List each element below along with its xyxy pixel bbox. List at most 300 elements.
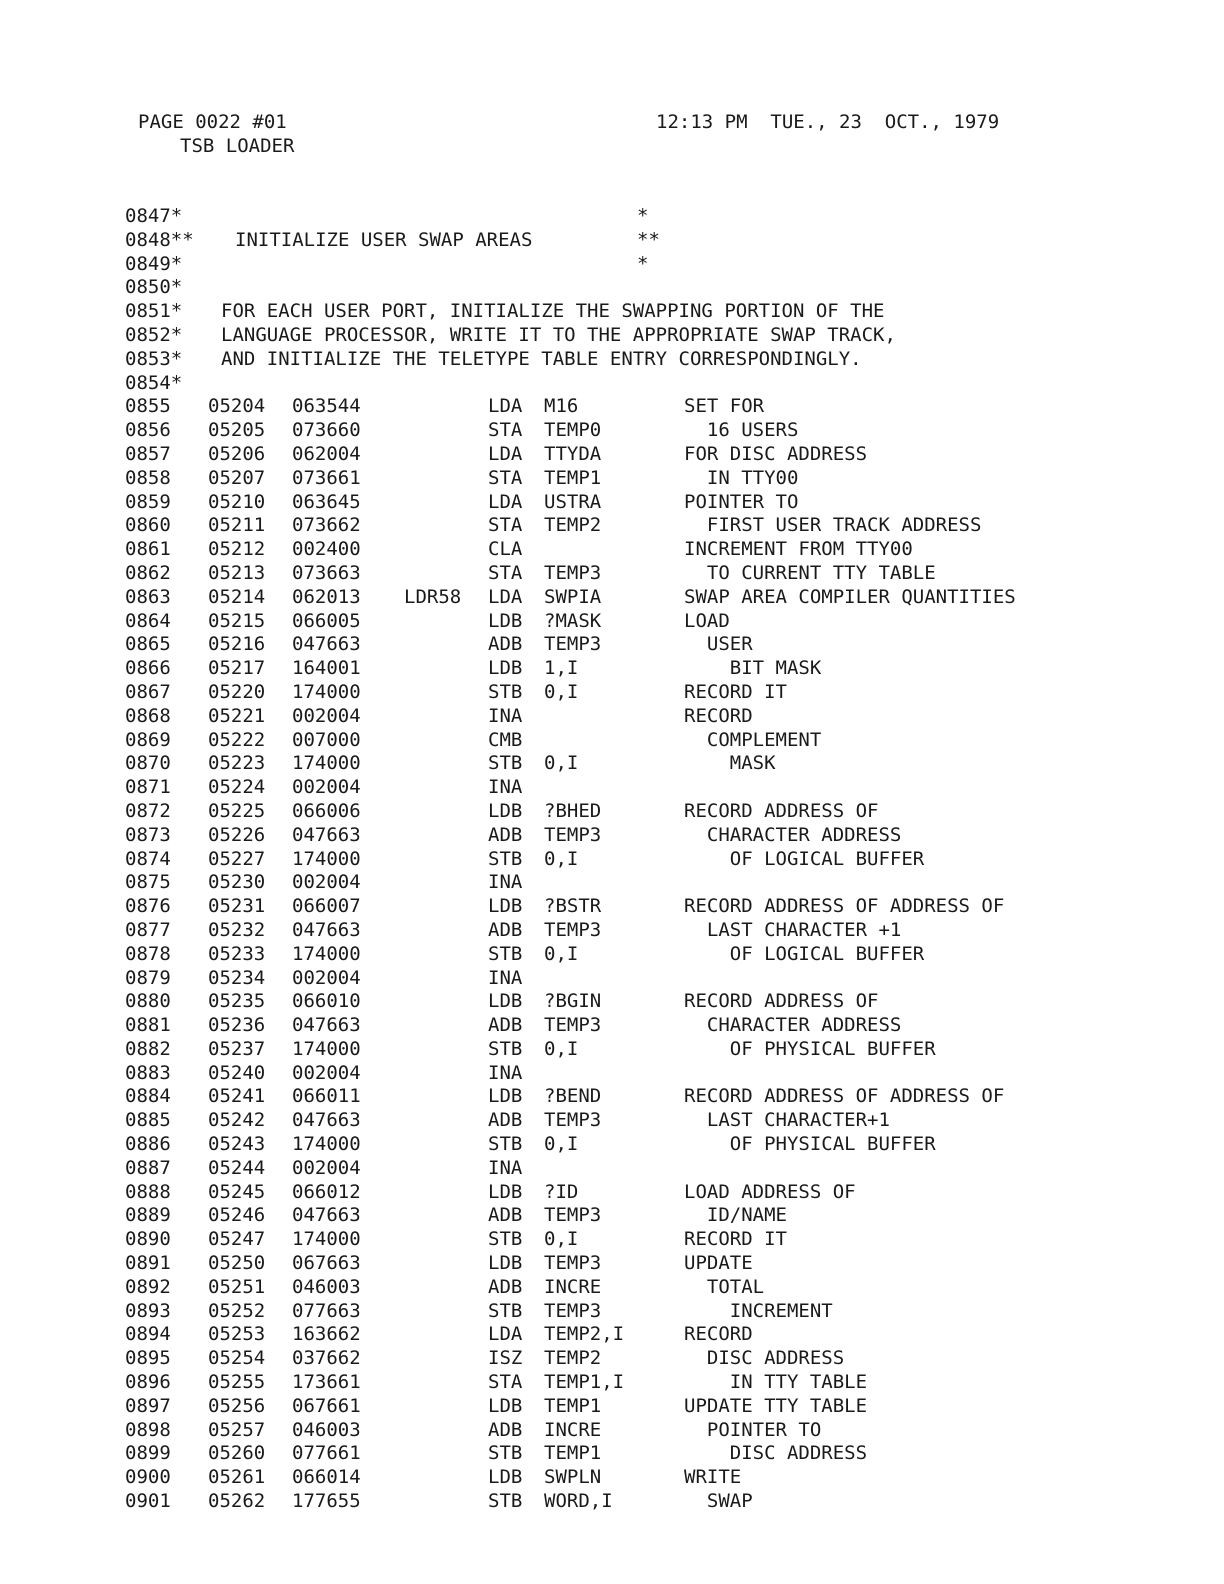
octal-address: 05224 — [208, 776, 266, 799]
octal-word: 047663 — [292, 1109, 361, 1132]
code-comment: USER — [684, 633, 753, 656]
code-line — [125, 966, 1205, 990]
code-line — [125, 537, 1205, 561]
code-comment: SWAP — [684, 1490, 753, 1513]
line-number: 0897 — [125, 1394, 171, 1417]
line-number: 0877 — [125, 918, 171, 941]
code-line — [125, 1275, 1205, 1299]
operand: TEMP1 — [544, 466, 602, 489]
opcode: STB — [488, 1133, 523, 1156]
octal-address: 05213 — [208, 561, 266, 584]
octal-word: 174000 — [292, 1037, 361, 1060]
comment-box-star: * — [637, 205, 649, 227]
octal-word: 062013 — [292, 585, 361, 608]
code-comment: DISC ADDRESS — [684, 1347, 845, 1370]
octal-word: 002004 — [292, 776, 361, 799]
code-comment: LAST CHARACTER +1 — [684, 918, 902, 941]
octal-word: 002004 — [292, 1061, 361, 1084]
operand: SWPIA — [544, 585, 602, 608]
operand: 0,I — [544, 680, 579, 703]
octal-word: 047663 — [292, 918, 361, 941]
code-comment: UPDATE TTY TABLE — [684, 1394, 868, 1417]
line-number: 0869 — [125, 728, 171, 751]
program-title: TSB LOADER — [180, 135, 295, 157]
code-line — [125, 1108, 1205, 1132]
octal-word: 066014 — [292, 1466, 361, 1489]
code-line — [125, 775, 1205, 799]
octal-address: 05233 — [208, 942, 266, 965]
octal-word: 037662 — [292, 1347, 361, 1370]
opcode: LDA — [488, 490, 523, 513]
code-line — [125, 1037, 1205, 1061]
code-line — [125, 656, 1205, 680]
line-number: 0855 — [125, 395, 171, 418]
line-number: 0899 — [125, 1442, 171, 1465]
line-number: 0861 — [125, 538, 171, 561]
code-comment: IN TTY00 — [684, 466, 799, 489]
operand: TEMP2,I — [544, 1323, 625, 1346]
operand: INCRE — [544, 1418, 602, 1441]
operand: M16 — [544, 395, 579, 418]
code-line — [125, 1322, 1205, 1346]
opcode: LDB — [488, 799, 523, 822]
code-comment: OF PHYSICAL BUFFER — [684, 1037, 936, 1060]
code-comment: OF PHYSICAL BUFFER — [684, 1133, 936, 1156]
code-line — [125, 513, 1205, 537]
line-number: 0881 — [125, 1014, 171, 1037]
code-comment: RECORD — [684, 704, 753, 727]
line-number: 0893 — [125, 1299, 171, 1322]
octal-address: 05216 — [208, 633, 266, 656]
octal-address: 05262 — [208, 1490, 266, 1513]
line-number: 0854* — [125, 371, 183, 394]
opcode: STB — [488, 1442, 523, 1465]
octal-address: 05205 — [208, 419, 266, 442]
octal-address: 05232 — [208, 918, 266, 941]
opcode: STB — [488, 1299, 523, 1322]
comment-text: AND INITIALIZE THE TELETYPE TABLE ENTRY CORRESPONDINGLY. — [221, 347, 862, 370]
operand: ?ID — [544, 1180, 579, 1203]
comment-line — [125, 323, 1205, 347]
octal-address: 05252 — [208, 1299, 266, 1322]
operand: TTYDA — [544, 442, 602, 465]
operand: USTRA — [544, 490, 602, 513]
opcode: ADB — [488, 1014, 523, 1037]
opcode: ADB — [488, 1275, 523, 1298]
octal-address: 05214 — [208, 585, 266, 608]
line-number: 0894 — [125, 1323, 171, 1346]
opcode: STB — [488, 1037, 523, 1060]
line-number: 0850* — [125, 276, 183, 299]
octal-address: 05247 — [208, 1228, 266, 1251]
code-line — [125, 1299, 1205, 1323]
line-number: 0875 — [125, 871, 171, 894]
octal-word: 067663 — [292, 1252, 361, 1275]
line-number: 0878 — [125, 942, 171, 965]
comment-text: INITIALIZE USER SWAP AREAS — [235, 228, 533, 251]
operand: TEMP1 — [544, 1442, 602, 1465]
octal-word: 077661 — [292, 1442, 361, 1465]
octal-word: 073660 — [292, 419, 361, 442]
code-line — [125, 1418, 1205, 1442]
comment-box-star: ** — [637, 228, 660, 251]
operand: 1,I — [544, 657, 579, 680]
octal-word: 174000 — [292, 1133, 361, 1156]
line-number: 0858 — [125, 466, 171, 489]
octal-word: 047663 — [292, 1014, 361, 1037]
comment-line — [125, 275, 1205, 299]
octal-address: 05215 — [208, 609, 266, 632]
line-number: 0848** — [125, 228, 194, 251]
octal-word: 002004 — [292, 871, 361, 894]
operand: SWPLN — [544, 1466, 602, 1489]
octal-address: 05245 — [208, 1180, 266, 1203]
octal-word: 047663 — [292, 633, 361, 656]
line-number: 0884 — [125, 1085, 171, 1108]
comment-line — [125, 228, 1205, 252]
code-comment: INCREMENT FROM TTY00 — [684, 538, 913, 561]
code-line — [125, 799, 1205, 823]
code-line — [125, 870, 1205, 894]
operand: 0,I — [544, 1133, 579, 1156]
octal-word: 047663 — [292, 823, 361, 846]
line-number: 0895 — [125, 1347, 171, 1370]
operand: 0,I — [544, 752, 579, 775]
opcode: STB — [488, 942, 523, 965]
octal-address: 05217 — [208, 657, 266, 680]
opcode: INA — [488, 1061, 523, 1084]
opcode: INA — [488, 704, 523, 727]
comment-text: LANGUAGE PROCESSOR, WRITE IT TO THE APPROPRIATE SWAP TRACK, — [221, 323, 896, 346]
opcode: INA — [488, 871, 523, 894]
operand: ?BEND — [544, 1085, 602, 1108]
octal-address: 05226 — [208, 823, 266, 846]
octal-address: 05237 — [208, 1037, 266, 1060]
operand: TEMP3 — [544, 633, 602, 656]
code-comment: COMPLEMENT — [684, 728, 822, 751]
operand: TEMP3 — [544, 1109, 602, 1132]
operand: TEMP0 — [544, 419, 602, 442]
code-comment: BIT MASK — [684, 657, 822, 680]
code-line — [125, 1370, 1205, 1394]
code-line — [125, 1346, 1205, 1370]
comment-line — [125, 371, 1205, 395]
octal-word: 066012 — [292, 1180, 361, 1203]
code-line — [125, 394, 1205, 418]
octal-address: 05242 — [208, 1109, 266, 1132]
opcode: LDB — [488, 895, 523, 918]
code-line — [125, 704, 1205, 728]
operand: TEMP2 — [544, 514, 602, 537]
opcode: STB — [488, 847, 523, 870]
code-line — [125, 1465, 1205, 1489]
code-comment: ID/NAME — [684, 1204, 787, 1227]
opcode: ADB — [488, 633, 523, 656]
code-comment: LOAD — [684, 609, 730, 632]
code-comment: FIRST USER TRACK ADDRESS — [684, 514, 982, 537]
line-number: 0901 — [125, 1490, 171, 1513]
opcode: INA — [488, 966, 523, 989]
code-comment: 16 USERS — [684, 419, 799, 442]
opcode: LDB — [488, 1466, 523, 1489]
line-number: 0883 — [125, 1061, 171, 1084]
opcode: ADB — [488, 823, 523, 846]
line-number: 0889 — [125, 1204, 171, 1227]
line-number: 0865 — [125, 633, 171, 656]
code-comment: LAST CHARACTER+1 — [684, 1109, 890, 1132]
code-comment: OF LOGICAL BUFFER — [684, 847, 925, 870]
octal-address: 05211 — [208, 514, 266, 537]
operand: TEMP1 — [544, 1394, 602, 1417]
octal-word: 066011 — [292, 1085, 361, 1108]
opcode: ISZ — [488, 1347, 523, 1370]
code-line — [125, 942, 1205, 966]
code-line — [125, 751, 1205, 775]
octal-word: 046003 — [292, 1275, 361, 1298]
line-number: 0890 — [125, 1228, 171, 1251]
code-comment: OF LOGICAL BUFFER — [684, 942, 925, 965]
opcode: LDB — [488, 1180, 523, 1203]
operand: WORD,I — [544, 1490, 613, 1513]
comment-line — [125, 204, 1205, 228]
code-line — [125, 561, 1205, 585]
octal-word: 066005 — [292, 609, 361, 632]
line-number: 0871 — [125, 776, 171, 799]
octal-word: 002400 — [292, 538, 361, 561]
octal-address: 05220 — [208, 680, 266, 703]
line-number: 0864 — [125, 609, 171, 632]
operand: TEMP2 — [544, 1347, 602, 1370]
line-number: 0872 — [125, 799, 171, 822]
opcode: CLA — [488, 538, 523, 561]
octal-word: 177655 — [292, 1490, 361, 1513]
octal-address: 05256 — [208, 1394, 266, 1417]
octal-word: 073663 — [292, 561, 361, 584]
octal-address: 05240 — [208, 1061, 266, 1084]
code-line — [125, 918, 1205, 942]
operand: ?BHED — [544, 799, 602, 822]
line-number: 0879 — [125, 966, 171, 989]
line-number: 0888 — [125, 1180, 171, 1203]
operand: 0,I — [544, 1037, 579, 1060]
octal-word: 174000 — [292, 1228, 361, 1251]
code-comment: POINTER TO — [684, 1418, 822, 1441]
opcode: ADB — [488, 1109, 523, 1132]
opcode: STA — [488, 561, 523, 584]
opcode: LDB — [488, 990, 523, 1013]
opcode: INA — [488, 776, 523, 799]
code-line — [125, 490, 1205, 514]
octal-address: 05212 — [208, 538, 266, 561]
line-number: 0874 — [125, 847, 171, 870]
comment-text: FOR EACH USER PORT, INITIALIZE THE SWAPPING PORTION OF THE — [221, 300, 885, 323]
code-line — [125, 442, 1205, 466]
code-comment: WRITE — [684, 1466, 742, 1489]
line-number: 0851* — [125, 300, 183, 323]
code-line — [125, 1251, 1205, 1275]
operand: TEMP1,I — [544, 1371, 625, 1394]
code-comment: DISC ADDRESS — [684, 1442, 868, 1465]
code-line — [125, 680, 1205, 704]
octal-address: 05235 — [208, 990, 266, 1013]
line-number: 0870 — [125, 752, 171, 775]
line-number: 0849* — [125, 252, 183, 275]
octal-address: 05254 — [208, 1347, 266, 1370]
octal-word: 002004 — [292, 704, 361, 727]
opcode: LDA — [488, 442, 523, 465]
octal-address: 05222 — [208, 728, 266, 751]
opcode: CMB — [488, 728, 523, 751]
code-comment: RECORD ADDRESS OF ADDRESS OF — [684, 895, 1005, 918]
line-number: 0868 — [125, 704, 171, 727]
code-comment: UPDATE — [684, 1252, 753, 1275]
opcode: INA — [488, 1156, 523, 1179]
line-number: 0847* — [125, 205, 183, 227]
comment-box-star: * — [637, 252, 649, 275]
line-number: 0896 — [125, 1371, 171, 1394]
operand: TEMP3 — [544, 561, 602, 584]
line-number: 0860 — [125, 514, 171, 537]
line-number: 0857 — [125, 442, 171, 465]
opcode: LDA — [488, 585, 523, 608]
octal-address: 05206 — [208, 442, 266, 465]
line-number: 0866 — [125, 657, 171, 680]
octal-address: 05234 — [208, 966, 266, 989]
code-line — [125, 1203, 1205, 1227]
line-number: 0863 — [125, 585, 171, 608]
octal-address: 05246 — [208, 1204, 266, 1227]
line-number: 0852* — [125, 323, 183, 346]
octal-address: 05231 — [208, 895, 266, 918]
code-line — [125, 1394, 1205, 1418]
octal-word: 174000 — [292, 847, 361, 870]
opcode: LDB — [488, 1085, 523, 1108]
comment-line — [125, 299, 1205, 323]
octal-word: 046003 — [292, 1418, 361, 1441]
operand: INCRE — [544, 1275, 602, 1298]
code-comment: RECORD IT — [684, 680, 787, 703]
comment-line — [125, 252, 1205, 276]
octal-word: 007000 — [292, 728, 361, 751]
line-number: 0891 — [125, 1252, 171, 1275]
page-header-left — [138, 110, 294, 158]
line-number: 0880 — [125, 990, 171, 1013]
assembly-listing — [125, 204, 1205, 1513]
octal-word: 164001 — [292, 657, 361, 680]
operand: TEMP3 — [544, 1014, 602, 1037]
operand: 0,I — [544, 847, 579, 870]
octal-address: 05207 — [208, 466, 266, 489]
opcode: STB — [488, 1228, 523, 1251]
line-number: 0853* — [125, 347, 183, 370]
line-number: 0898 — [125, 1418, 171, 1441]
code-line — [125, 418, 1205, 442]
code-comment: POINTER TO — [684, 490, 799, 513]
line-number: 0859 — [125, 490, 171, 513]
opcode: ADB — [488, 1418, 523, 1441]
opcode: LDB — [488, 1394, 523, 1417]
operand: TEMP3 — [544, 823, 602, 846]
octal-address: 05221 — [208, 704, 266, 727]
operand: 0,I — [544, 942, 579, 965]
opcode: STB — [488, 680, 523, 703]
opcode: LDA — [488, 1323, 523, 1346]
octal-address: 05243 — [208, 1133, 266, 1156]
code-comment: RECORD ADDRESS OF — [684, 990, 879, 1013]
code-comment: LOAD ADDRESS OF — [684, 1180, 856, 1203]
opcode: STB — [488, 1490, 523, 1513]
code-comment: SWAP AREA COMPILER QUANTITIES — [684, 585, 1016, 608]
octal-word: 077663 — [292, 1299, 361, 1322]
operand: TEMP3 — [544, 1299, 602, 1322]
octal-word: 073661 — [292, 466, 361, 489]
octal-word: 174000 — [292, 752, 361, 775]
code-line — [125, 1156, 1205, 1180]
code-line — [125, 847, 1205, 871]
octal-word: 066007 — [292, 895, 361, 918]
octal-word: 066010 — [292, 990, 361, 1013]
octal-word: 067661 — [292, 1394, 361, 1417]
operand: ?MASK — [544, 609, 602, 632]
code-comment: RECORD ADDRESS OF — [684, 799, 879, 822]
octal-address: 05230 — [208, 871, 266, 894]
octal-word: 063645 — [292, 490, 361, 513]
line-number: 0882 — [125, 1037, 171, 1060]
code-line — [125, 894, 1205, 918]
octal-address: 05257 — [208, 1418, 266, 1441]
octal-word: 073662 — [292, 514, 361, 537]
octal-address: 05255 — [208, 1371, 266, 1394]
octal-word: 002004 — [292, 1156, 361, 1179]
operand: TEMP3 — [544, 918, 602, 941]
octal-word: 163662 — [292, 1323, 361, 1346]
line-number: 0873 — [125, 823, 171, 846]
octal-address: 05253 — [208, 1323, 266, 1346]
octal-address: 05223 — [208, 752, 266, 775]
line-number: 0856 — [125, 419, 171, 442]
octal-address: 05225 — [208, 799, 266, 822]
octal-word: 002004 — [292, 966, 361, 989]
opcode: STA — [488, 466, 523, 489]
octal-word: 063544 — [292, 395, 361, 418]
line-number: 0862 — [125, 561, 171, 584]
opcode: STB — [488, 752, 523, 775]
operand: ?BGIN — [544, 990, 602, 1013]
code-line — [125, 609, 1205, 633]
code-line — [125, 728, 1205, 752]
code-line — [125, 1084, 1205, 1108]
octal-word: 174000 — [292, 942, 361, 965]
code-comment: SET FOR — [684, 395, 765, 418]
octal-address: 05261 — [208, 1466, 266, 1489]
opcode: LDB — [488, 1252, 523, 1275]
octal-word: 066006 — [292, 799, 361, 822]
octal-word: 062004 — [292, 442, 361, 465]
code-comment: FOR DISC ADDRESS — [684, 442, 868, 465]
opcode: ADB — [488, 918, 523, 941]
code-line — [125, 823, 1205, 847]
octal-address: 05204 — [208, 395, 266, 418]
code-line — [125, 1061, 1205, 1085]
opcode: STA — [488, 514, 523, 537]
operand: TEMP3 — [544, 1252, 602, 1275]
code-line — [125, 1227, 1205, 1251]
octal-word: 047663 — [292, 1204, 361, 1227]
comment-line — [125, 347, 1205, 371]
code-line — [125, 466, 1205, 490]
code-comment: CHARACTER ADDRESS — [684, 1014, 902, 1037]
code-comment: TO CURRENT TTY TABLE — [684, 561, 936, 584]
